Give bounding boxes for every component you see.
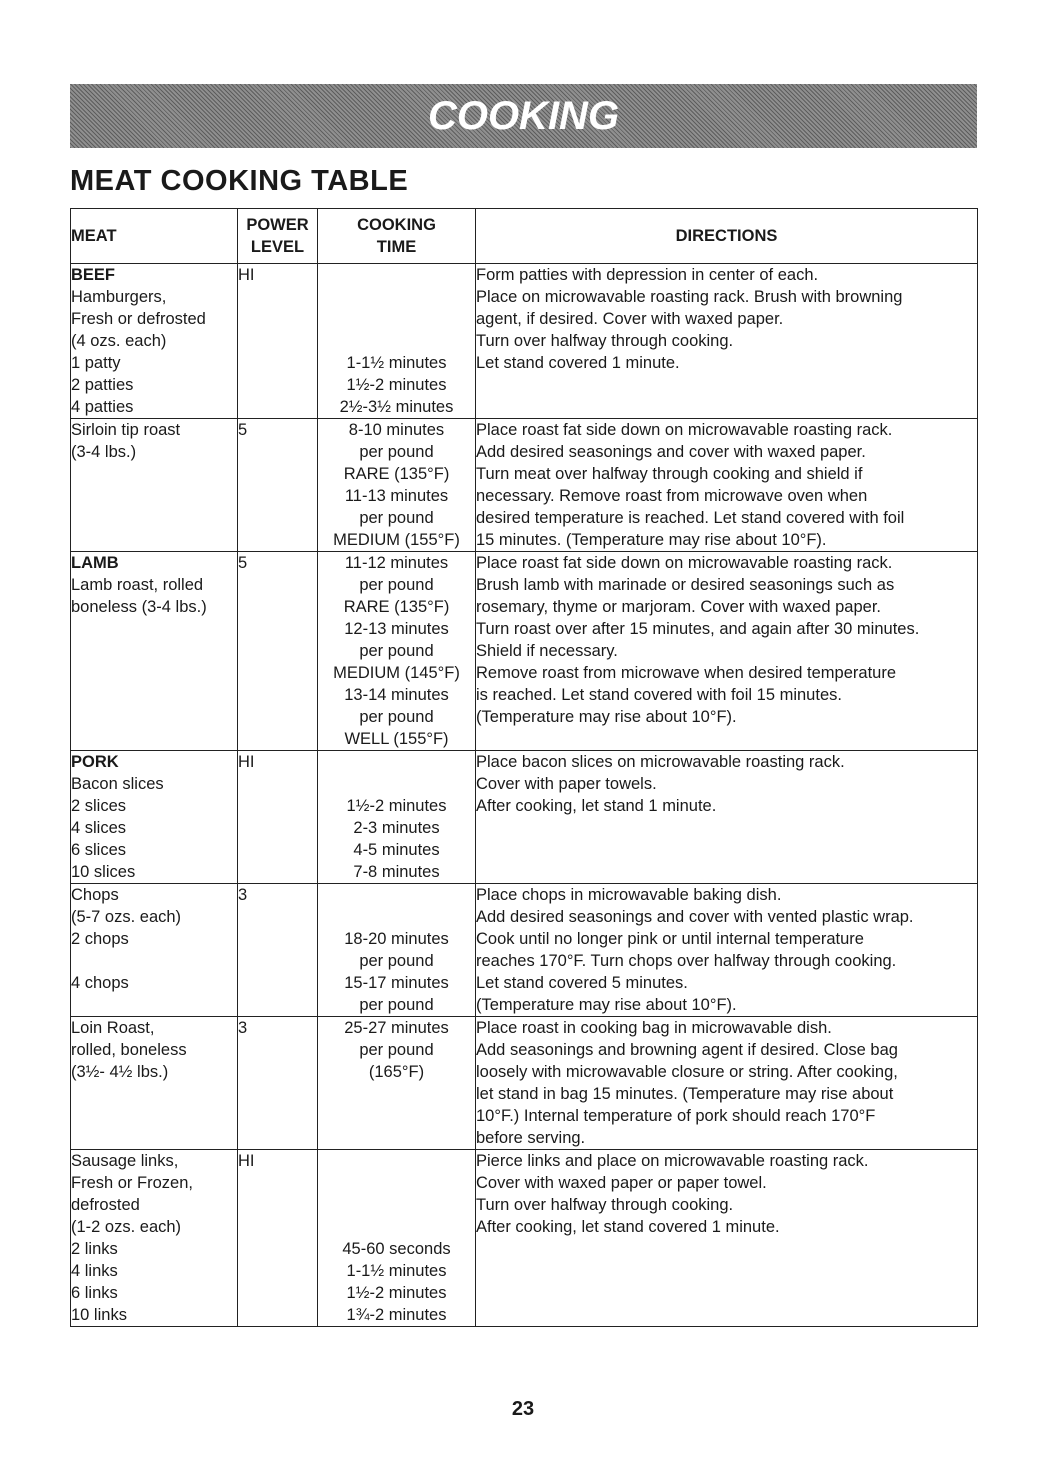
cell-line: Hamburgers, xyxy=(71,288,167,306)
cell-line: defrosted xyxy=(71,1196,140,1214)
cell-line: loosely with microwavable closure or string. After cooking, xyxy=(476,1063,898,1081)
cell-line: (Temperature may rise about 10°F). xyxy=(476,996,737,1014)
cell-line: BEEF xyxy=(71,266,116,284)
cell-line: 15 minutes. (Temperature may rise about 10°F). xyxy=(476,531,827,549)
cell-line: 1-1½ minutes xyxy=(346,354,447,372)
cell-line: 1¾-2 minutes xyxy=(346,1306,447,1324)
cell-line: agent, if desired. Cover with waxed paper. xyxy=(476,310,784,328)
cell-line xyxy=(71,950,237,972)
cell-line xyxy=(318,1172,475,1194)
cell-line: After cooking, let stand 1 minute. xyxy=(476,797,717,815)
cell-line: before serving. xyxy=(476,1129,586,1147)
cell-line xyxy=(318,906,475,928)
cell-line: 1½-2 minutes xyxy=(346,797,447,815)
cell-line: After cooking, let stand covered 1 minute. xyxy=(476,1218,780,1236)
cell-line: Let stand covered 5 minutes. xyxy=(476,974,688,992)
cell-line: Cover with waxed paper or paper towel. xyxy=(476,1174,767,1192)
cell-line: 1-1½ minutes xyxy=(346,1262,447,1280)
cell-line xyxy=(318,1194,475,1216)
cell-line: Bacon slices xyxy=(71,775,164,793)
meat-cell xyxy=(71,751,238,884)
power-level-cell xyxy=(238,419,318,552)
cell-line: let stand in bag 15 minutes. (Temperature may rise about xyxy=(476,1085,894,1103)
cell-line xyxy=(318,264,475,286)
table-row xyxy=(71,552,978,751)
cell-line: is reached. Let stand covered with foil 15 minutes. xyxy=(476,686,842,704)
table-row xyxy=(71,1150,978,1327)
banner-title: COOKING xyxy=(427,93,620,138)
cell-line: 1 patty xyxy=(71,354,121,372)
cell-line: 2 patties xyxy=(71,376,134,394)
cell-line: 11-12 minutes xyxy=(344,554,449,572)
cell-line: 18-20 minutes xyxy=(344,930,449,948)
cell-line: (4 ozs. each) xyxy=(71,332,167,350)
cell-line: Add seasonings and browning agent if desired. Close bag xyxy=(476,1041,898,1059)
cell-line: Cover with paper towels. xyxy=(476,775,657,793)
cell-line: 45-60 seconds xyxy=(342,1240,451,1258)
cell-line: per pound xyxy=(359,996,434,1014)
table-row xyxy=(71,419,978,552)
cell-line xyxy=(318,751,475,773)
cell-line: 25-27 minutes xyxy=(344,1019,449,1037)
cell-line: per pound xyxy=(359,576,434,594)
cell-line: 1½-2 minutes xyxy=(346,376,447,394)
cell-line xyxy=(318,773,475,795)
power-level-cell xyxy=(238,751,318,884)
power-level-cell xyxy=(238,552,318,751)
cell-line: HI xyxy=(238,753,255,771)
cell-line xyxy=(318,1150,475,1172)
cell-line: 6 slices xyxy=(71,841,127,859)
page-title: MEAT COOKING TABLE xyxy=(70,165,409,197)
cell-line: 2½-3½ minutes xyxy=(339,398,454,416)
cell-line: 4 chops xyxy=(71,974,129,992)
cell-line: Turn meat over halfway through cooking and shield if xyxy=(476,465,863,483)
cell-line: Remove roast from microwave when desired temperature xyxy=(476,664,897,682)
table-header-row xyxy=(71,209,978,264)
cooking-time-cell xyxy=(318,751,476,884)
cell-line: RARE (135°F) xyxy=(343,598,450,616)
cell-line: 6 links xyxy=(71,1284,118,1302)
cell-line: 2 slices xyxy=(71,797,127,815)
cell-line: 10 links xyxy=(71,1306,127,1324)
cell-line: 4 links xyxy=(71,1262,118,1280)
meat-cell xyxy=(71,1150,238,1327)
column-header-power-level xyxy=(238,209,318,264)
page-number: 23 xyxy=(511,1398,535,1420)
cooking-time-cell xyxy=(318,1017,476,1150)
cell-line: 2 links xyxy=(71,1240,118,1258)
cell-line: LAMB xyxy=(71,554,119,572)
cell-line: Place bacon slices on microwavable roasting rack. xyxy=(476,753,845,771)
cell-line: per pound xyxy=(359,443,434,461)
cell-line: rolled, boneless xyxy=(71,1041,187,1059)
cell-line: Let stand covered 1 minute. xyxy=(476,354,680,372)
cell-line: Add desired seasonings and cover with vented plastic wrap. xyxy=(476,908,914,926)
header-line: POWER xyxy=(246,216,309,234)
cell-line: Pierce links and place on microwavable roasting rack. xyxy=(476,1152,869,1170)
meat-cell xyxy=(71,884,238,1017)
cell-line: rosemary, thyme or marjoram. Cover with waxed paper. xyxy=(476,598,881,616)
cell-line: PORK xyxy=(71,753,119,771)
cell-line: 3 xyxy=(238,886,248,904)
cooking-time-cell xyxy=(318,552,476,751)
cooking-time-cell xyxy=(318,264,476,419)
cooking-time-cell xyxy=(318,1150,476,1327)
cell-line: (Temperature may rise about 10°F). xyxy=(476,708,737,726)
cell-line: 2-3 minutes xyxy=(353,819,440,837)
cell-line: per pound xyxy=(359,1041,434,1059)
meat-cell xyxy=(71,552,238,751)
cell-line: 3 xyxy=(238,1019,248,1037)
cell-line: per pound xyxy=(359,952,434,970)
directions-cell xyxy=(476,751,978,884)
power-level-cell xyxy=(238,264,318,419)
cell-line: 1½-2 minutes xyxy=(346,1284,447,1302)
cell-line: MEDIUM (155°F) xyxy=(333,531,460,549)
cell-line: 2 chops xyxy=(71,930,129,948)
cell-line: Sirloin tip roast xyxy=(71,421,181,439)
cell-line: Lamb roast, rolled xyxy=(71,576,204,594)
cell-line: Place roast fat side down on microwavable roasting rack. xyxy=(476,421,893,439)
meat-cell xyxy=(71,264,238,419)
cell-line: 4 slices xyxy=(71,819,127,837)
cell-line: Turn over halfway through cooking. xyxy=(476,1196,734,1214)
cell-line: Loin Roast, xyxy=(71,1019,155,1037)
directions-cell xyxy=(476,1017,978,1150)
directions-cell xyxy=(476,1150,978,1327)
cooking-time-cell xyxy=(318,884,476,1017)
cell-line: HI xyxy=(238,1152,255,1170)
table-row xyxy=(71,1017,978,1150)
cell-line: 5 xyxy=(238,554,248,572)
cell-line: Chops xyxy=(71,886,119,904)
cell-line: Sausage links, xyxy=(71,1152,179,1170)
cell-line: Place on microwavable roasting rack. Brush with browning xyxy=(476,288,903,306)
header-text xyxy=(238,214,317,258)
cell-line: Cook until no longer pink or until internal temperature xyxy=(476,930,864,948)
header-line: TIME xyxy=(376,238,417,256)
table-row xyxy=(71,264,978,419)
cell-line: 13-14 minutes xyxy=(344,686,449,704)
power-level-cell xyxy=(238,884,318,1017)
cell-line: (165°F) xyxy=(368,1063,425,1081)
header-line: LEVEL xyxy=(250,238,305,256)
cell-line: 4-5 minutes xyxy=(353,841,440,859)
directions-cell xyxy=(476,552,978,751)
cell-line: Shield if necessary. xyxy=(476,642,618,660)
cell-line: Place chops in microwavable baking dish. xyxy=(476,886,782,904)
cell-line: (3-4 lbs.) xyxy=(71,443,137,461)
power-level-cell xyxy=(238,1150,318,1327)
table-body xyxy=(71,264,978,1327)
cell-line: MEDIUM (145°F) xyxy=(333,664,460,682)
directions-cell xyxy=(476,264,978,419)
cell-line: (5-7 ozs. each) xyxy=(71,908,182,926)
cell-line: Turn over halfway through cooking. xyxy=(476,332,734,350)
section-banner xyxy=(70,84,977,148)
cell-line: 4 patties xyxy=(71,398,134,416)
cell-line: 5 xyxy=(238,421,248,439)
meat-cell xyxy=(71,1017,238,1150)
cell-line: (3½- 4½ lbs.) xyxy=(71,1063,169,1081)
cell-line: 10 slices xyxy=(71,863,136,881)
cell-line xyxy=(318,884,475,906)
column-header-directions: DIRECTIONS xyxy=(476,209,978,264)
cooking-time-cell xyxy=(318,419,476,552)
cell-line: WELL (155°F) xyxy=(344,730,449,748)
cell-line: reaches 170°F. Turn chops over halfway through cooking. xyxy=(476,952,897,970)
cell-line: necessary. Remove roast from microwave oven when xyxy=(476,487,868,505)
cell-line xyxy=(318,1216,475,1238)
cell-line: Form patties with depression in center of each. xyxy=(476,266,819,284)
cell-line: desired temperature is reached. Let stand covered with foil xyxy=(476,509,905,527)
cell-line: 11-13 minutes xyxy=(344,487,449,505)
cell-line: boneless (3-4 lbs.) xyxy=(71,598,207,616)
cell-line: HI xyxy=(238,266,255,284)
column-header-cooking-time xyxy=(318,209,476,264)
cell-line: 15-17 minutes xyxy=(344,974,449,992)
cell-line: 10°F.) Internal temperature of pork should reach 170°F xyxy=(476,1107,876,1125)
cell-line: per pound xyxy=(359,509,434,527)
directions-cell xyxy=(476,884,978,1017)
cell-line: 7-8 minutes xyxy=(353,863,440,881)
table-row xyxy=(71,884,978,1017)
header-text xyxy=(318,214,475,258)
header-line: COOKING xyxy=(357,216,436,234)
power-level-cell xyxy=(238,1017,318,1150)
cell-line: Fresh or defrosted xyxy=(71,310,206,328)
cell-line xyxy=(318,330,475,352)
cell-line: RARE (135°F) xyxy=(343,465,450,483)
cell-line: Fresh or Frozen, xyxy=(71,1174,193,1192)
cell-line: per pound xyxy=(359,708,434,726)
cell-line: per pound xyxy=(359,642,434,660)
directions-cell xyxy=(476,419,978,552)
cell-line: Add desired seasonings and cover with waxed paper. xyxy=(476,443,866,461)
meat-cooking-table xyxy=(70,208,978,1327)
cell-line: Place roast in cooking bag in microwavable dish. xyxy=(476,1019,832,1037)
cell-line: Place roast fat side down on microwavable roasting rack. xyxy=(476,554,893,572)
cell-line: Turn roast over after 15 minutes, and again after 30 minutes. xyxy=(476,620,920,638)
table-row xyxy=(71,751,978,884)
cell-line: (1-2 ozs. each) xyxy=(71,1218,182,1236)
cell-line xyxy=(318,308,475,330)
meat-cell xyxy=(71,419,238,552)
column-header-meat: MEAT xyxy=(71,209,238,264)
cell-line: Brush lamb with marinade or desired seasonings such as xyxy=(476,576,895,594)
cell-line xyxy=(318,286,475,308)
cell-line: 8-10 minutes xyxy=(348,421,445,439)
cell-line: 12-13 minutes xyxy=(344,620,449,638)
